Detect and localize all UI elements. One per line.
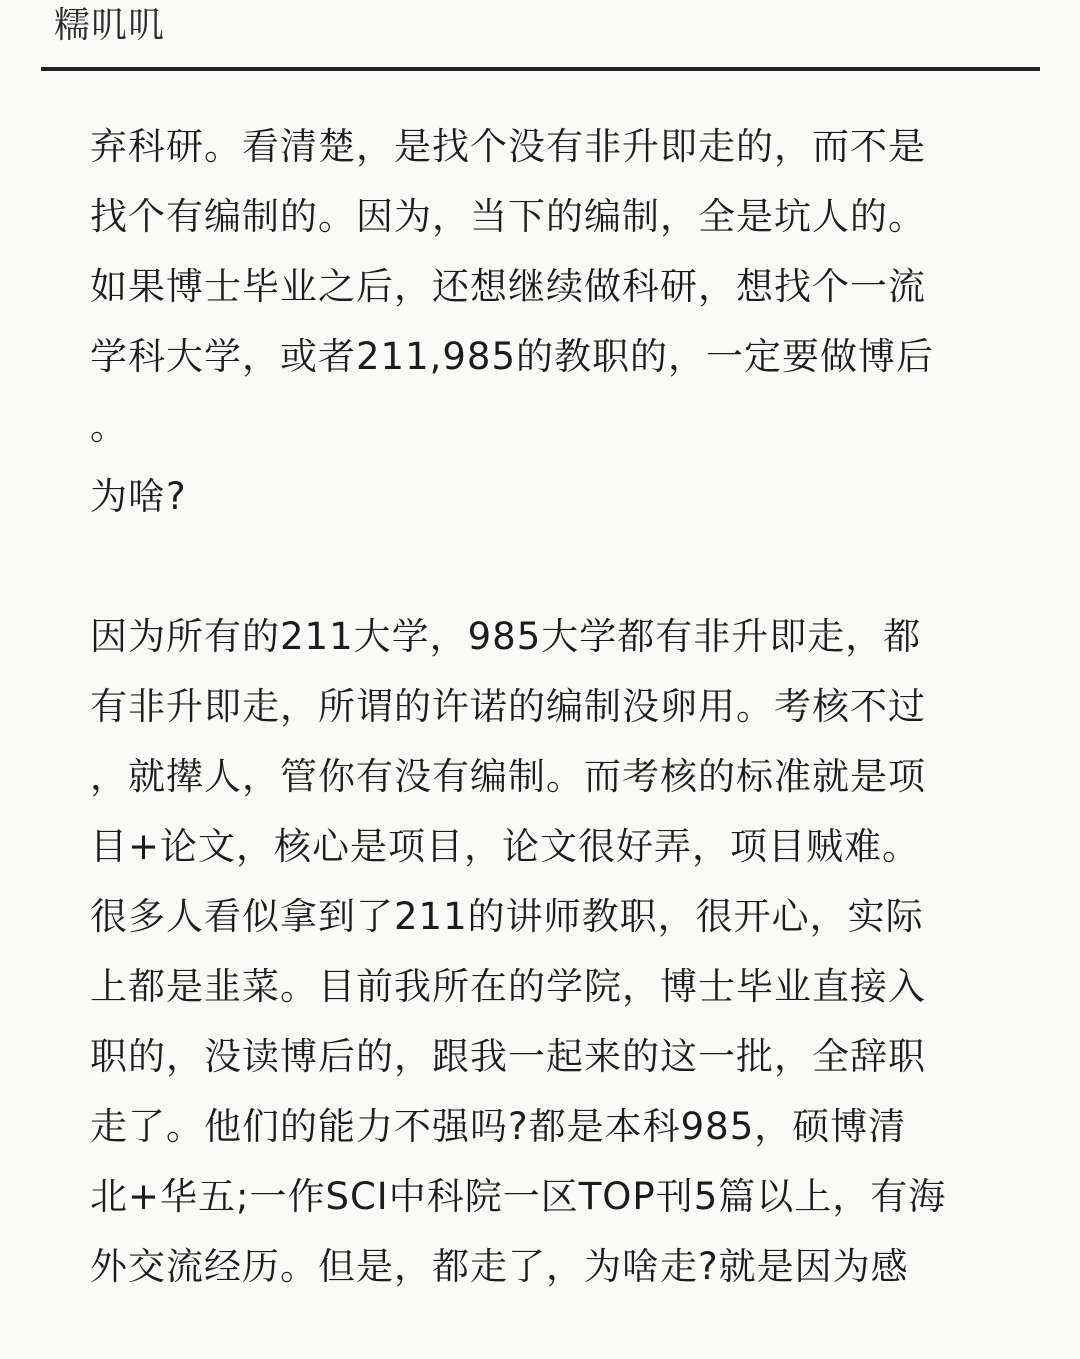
text-line: 目+论文，核心是项目，论文很好弄，项目贼难。: [90, 825, 921, 868]
text-line: 有非升即走，所谓的许诺的编制没卵用。考核不过: [90, 685, 926, 728]
text-line: 走了。他们的能力不强吗?都是本科985，硕博清: [90, 1105, 907, 1148]
text-line: 外交流经历。但是，都走了，为啥走?就是因为感: [90, 1245, 909, 1288]
text-line: ，就撵人，管你有没有编制。而考核的标准就是项: [90, 755, 926, 798]
text-line: 找个有编制的。因为，当下的编制，全是坑人的。: [90, 195, 926, 238]
text-line: 上都是韭菜。目前我所在的学院，博士毕业直接入: [90, 965, 926, 1008]
text-line: 因为所有的211大学，985大学都有非升即走，都: [90, 615, 922, 658]
text-line: 为啥?: [90, 475, 187, 518]
text-line: 如果博士毕业之后，还想继续做科研，想找个一流: [90, 265, 926, 308]
text-line: 弃科研。看清楚，是找个没有非升即走的，而不是: [90, 125, 926, 168]
text-line: 北+华五;一作SCI中科院一区TOP刊5篇以上，有海: [90, 1175, 947, 1218]
text-line: 。: [90, 405, 128, 448]
text-line: 职的，没读博后的，跟我一起来的这一批，全辞职: [90, 1035, 926, 1078]
paragraph-gap: [90, 532, 990, 602]
text-line: 很多人看似拿到了211的讲师教职，很开心，实际: [90, 895, 924, 938]
header-divider: [41, 67, 1040, 71]
article-body: [90, 112, 990, 1302]
header-bar: [0, 0, 1080, 72]
author-name: 糯叽叽: [54, 5, 166, 46]
text-line: 学科大学，或者211,985的教职的，一定要做博后: [90, 335, 935, 378]
